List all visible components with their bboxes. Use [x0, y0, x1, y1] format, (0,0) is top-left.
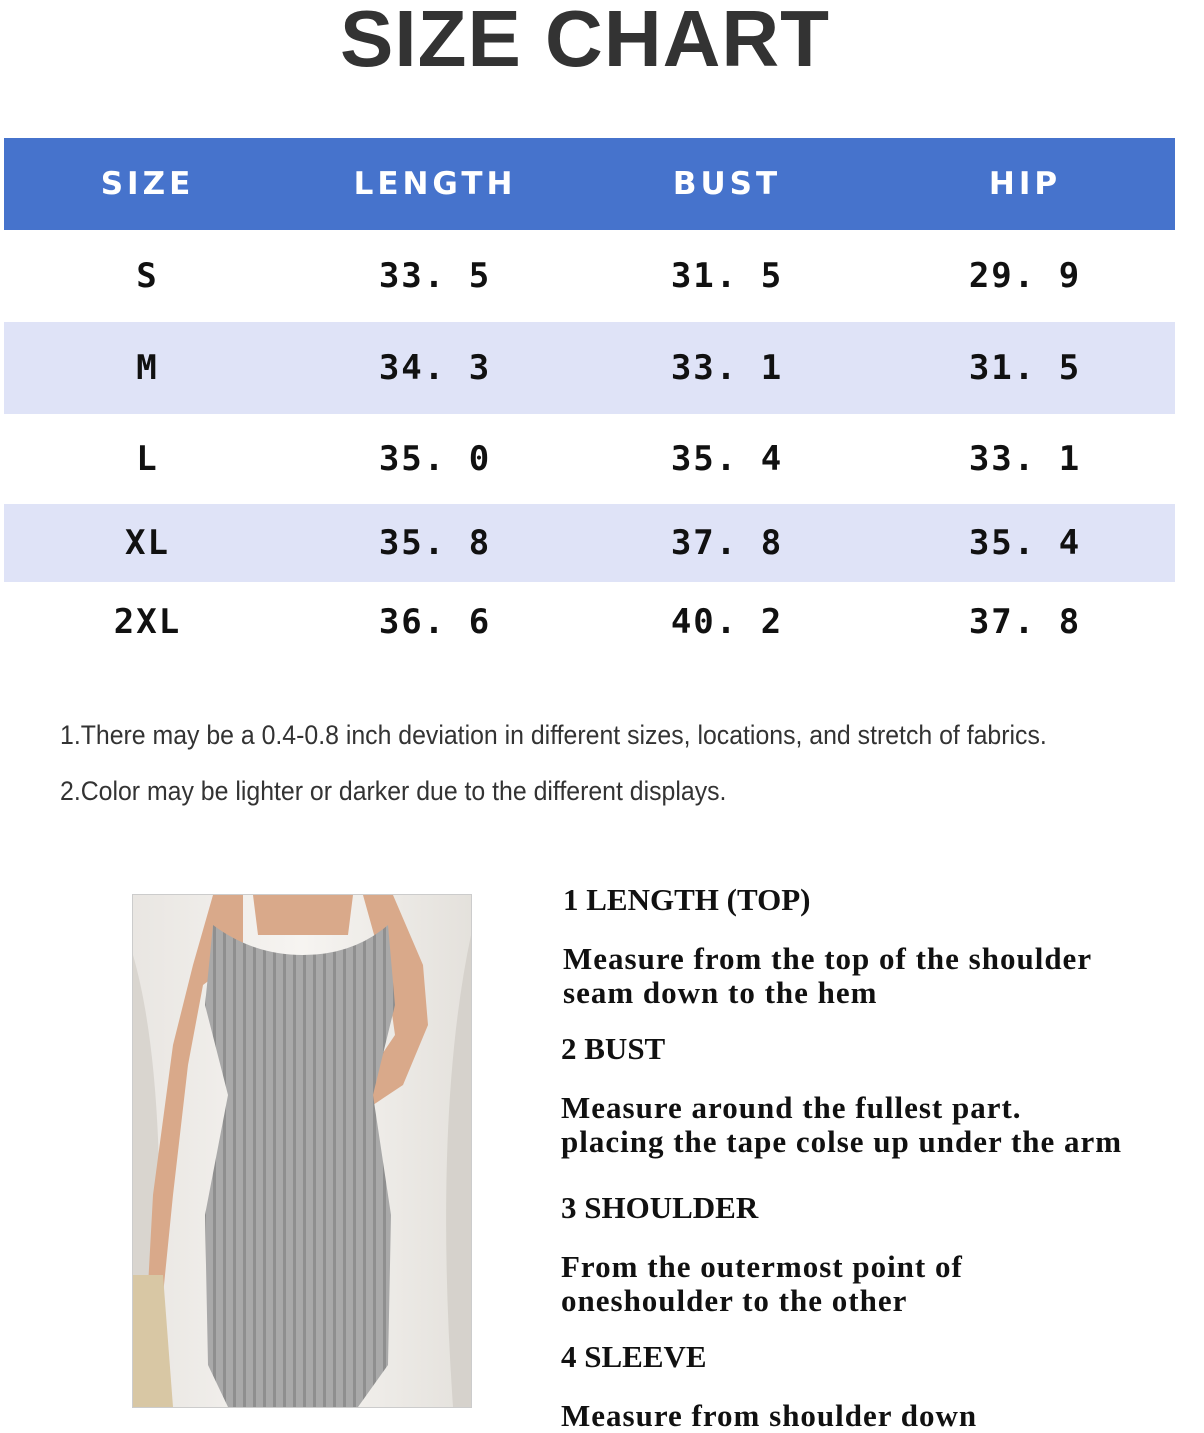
cell-hip: 37. 8 [968, 602, 1082, 642]
table-row [4, 414, 1175, 504]
table-row [4, 582, 1175, 662]
guide-text-bust-line2: placing the tape colse up under the arm [561, 1124, 1123, 1159]
cell-size: 2XL [113, 602, 182, 642]
note-deviation: 1.There may be a 0.4-0.8 inch deviation in different sizes, locations, and stretch of fabrics. [60, 720, 1047, 750]
cell-bust: 33. 1 [670, 348, 784, 388]
header-hip: HIP [988, 166, 1062, 202]
cell-hip: 29. 9 [968, 256, 1082, 296]
table-row [4, 322, 1175, 414]
guide-text-shoulder-line1: From the outermost point of [561, 1249, 963, 1284]
cell-hip: 31. 5 [968, 348, 1082, 388]
guide-heading-shoulder: 3 SHOULDER [561, 1190, 759, 1225]
cell-length: 34. 3 [378, 348, 492, 388]
cell-length: 36. 6 [378, 602, 492, 642]
cell-bust: 37. 8 [670, 523, 784, 563]
cell-hip: 35. 4 [968, 523, 1082, 563]
guide-heading-sleeve: 4 SLEEVE [561, 1339, 707, 1374]
guide-heading-length: 1 LENGTH (TOP) [563, 882, 811, 917]
table-header [4, 138, 1175, 230]
dress-illustration [133, 895, 471, 1407]
header-size: SIZE [100, 166, 195, 202]
header-length: LENGTH [353, 166, 517, 202]
guide-text-bust-line1: Measure around the fullest part. [561, 1090, 1022, 1125]
cell-size: M [136, 348, 159, 388]
guide-text-shoulder-line2: oneshoulder to the other [561, 1283, 908, 1318]
cell-bust: 40. 2 [670, 602, 784, 642]
cell-size: S [136, 256, 159, 296]
cell-bust: 31. 5 [670, 256, 784, 296]
note-color: 2.Color may be lighter or darker due to the different displays. [60, 776, 727, 806]
size-table [4, 138, 1175, 662]
guide-text-length-line2: seam down to the hem [563, 975, 878, 1010]
product-photo [132, 894, 472, 1408]
cell-length: 35. 0 [378, 439, 492, 479]
cell-length: 33. 5 [378, 256, 492, 296]
table-row [4, 504, 1175, 582]
cell-bust: 35. 4 [670, 439, 784, 479]
table-row [4, 230, 1175, 322]
cell-size: XL [125, 523, 170, 563]
guide-text-length-line1: Measure from the top of the shoulder [563, 941, 1093, 976]
cell-size: L [136, 439, 159, 479]
header-bust: BUST [672, 166, 782, 202]
guide-text-sleeve-line1: Measure from shoulder down [561, 1398, 978, 1433]
cell-hip: 33. 1 [968, 439, 1082, 479]
guide-heading-bust: 2 BUST [561, 1031, 666, 1066]
cell-length: 35. 8 [378, 523, 492, 563]
page-title: SIZE CHART [340, 0, 830, 83]
